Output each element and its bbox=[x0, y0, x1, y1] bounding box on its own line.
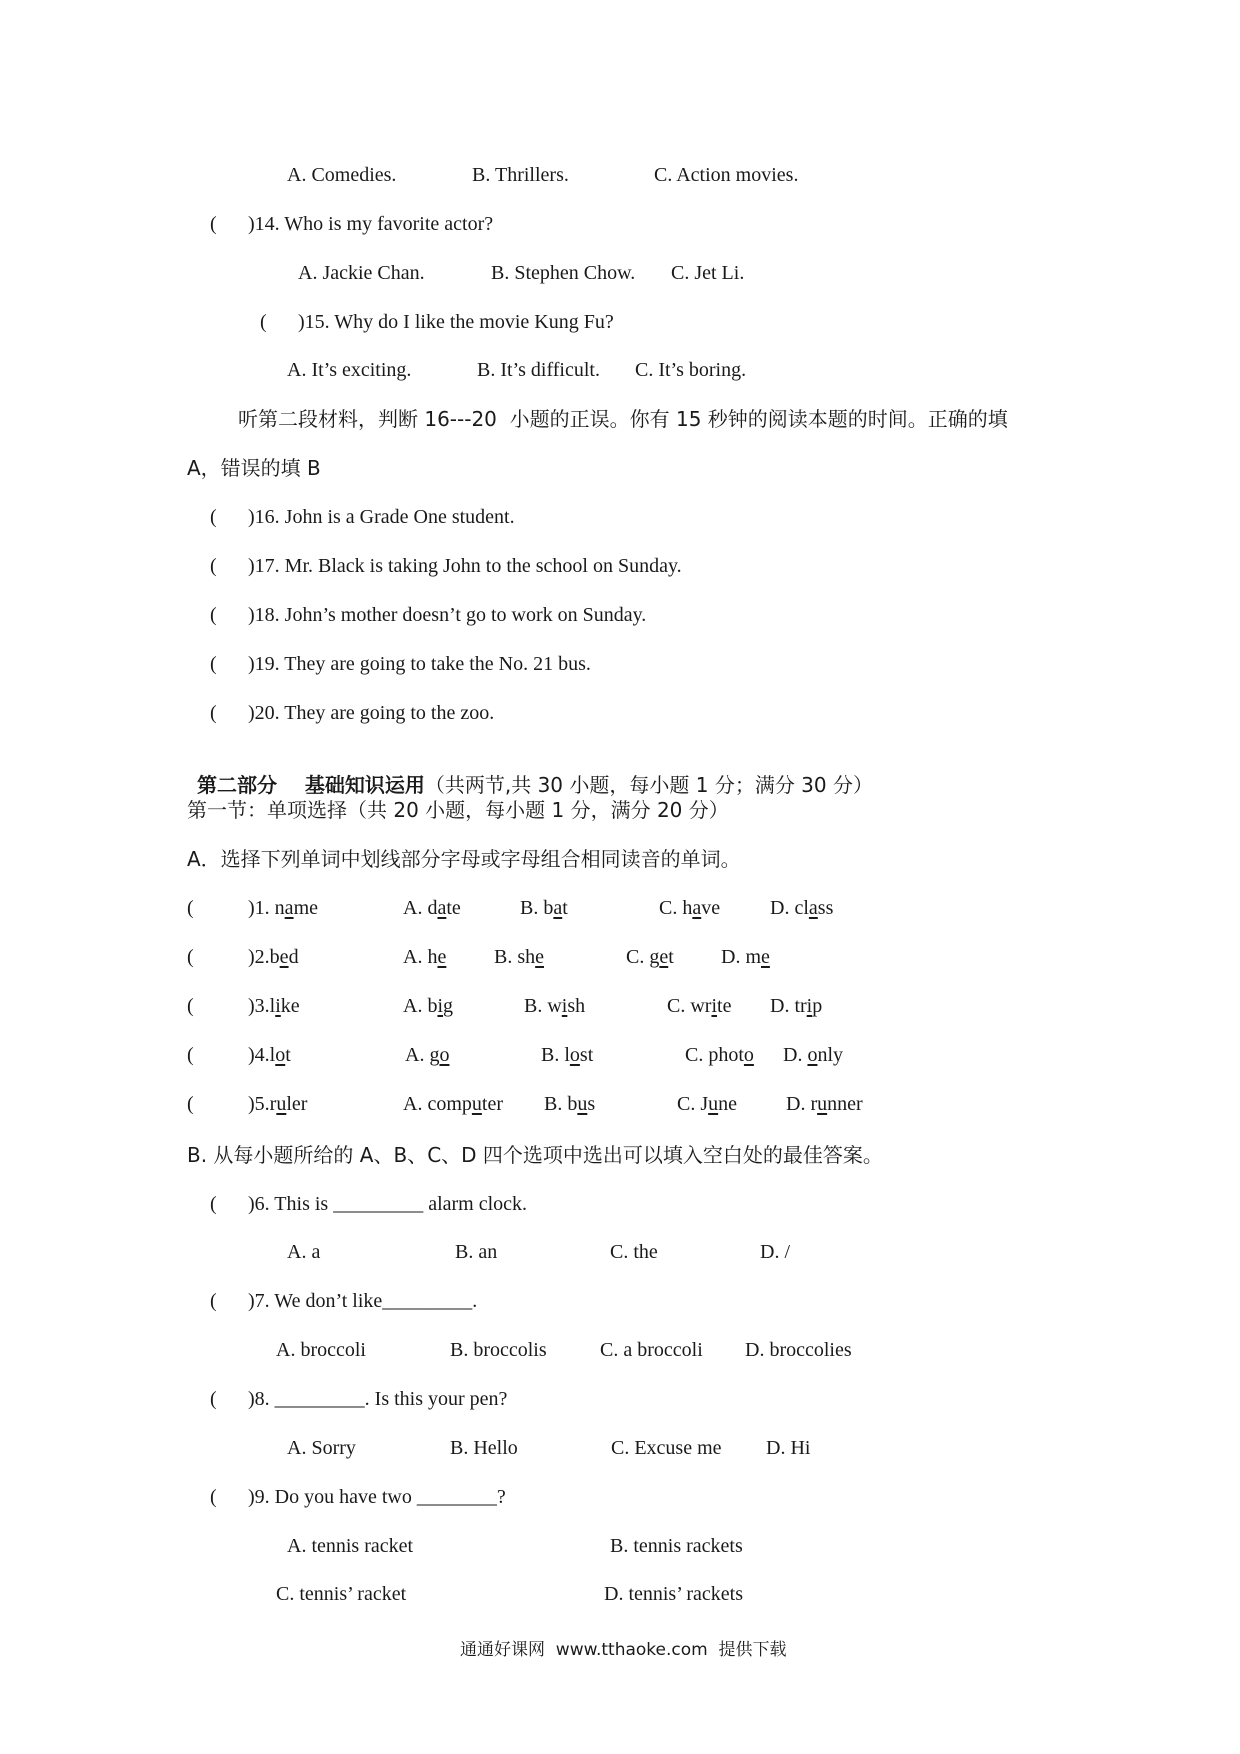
option-underlined-letters: o bbox=[569, 1044, 580, 1066]
part-a-instruction: A．选择下列单词中划线部分字母或字母组合相同读音的单词。 bbox=[187, 847, 741, 871]
option-underlined-letters: e bbox=[761, 946, 770, 968]
option-suffix: t bbox=[562, 897, 568, 919]
option-prefix: A. comp bbox=[403, 1093, 472, 1115]
q6-option-d: D. / bbox=[760, 1241, 790, 1263]
option-prefix: C. g bbox=[626, 946, 660, 968]
option-prefix: A. d bbox=[403, 897, 438, 919]
q5-option-b bbox=[544, 1092, 595, 1116]
q3-word-prefix: l bbox=[269, 995, 276, 1017]
q1-word-suffix: me bbox=[293, 897, 318, 919]
option-prefix: D. bbox=[783, 1044, 808, 1066]
q18-answer-paren: ( bbox=[210, 604, 217, 626]
q2-answer-paren: ( bbox=[187, 946, 194, 968]
q2-option-d bbox=[721, 945, 770, 969]
q9-stem: )9. Do you have two ________? bbox=[248, 1486, 506, 1508]
option-suffix: ne bbox=[718, 1093, 738, 1115]
section2-heading bbox=[187, 749, 873, 798]
q4-word-underlined: o bbox=[275, 1044, 286, 1066]
option-prefix: B. sh bbox=[494, 946, 536, 968]
option-underlined-letters: u bbox=[471, 1093, 482, 1115]
q6-option-a: A. a bbox=[287, 1241, 321, 1263]
q3-word-underlined: i bbox=[275, 995, 281, 1017]
option-prefix: A. g bbox=[405, 1044, 440, 1066]
option-underlined-letters: i bbox=[806, 995, 813, 1017]
q3-option-b bbox=[524, 994, 585, 1018]
q15-answer-paren: ( bbox=[260, 311, 267, 333]
option-suffix: ter bbox=[481, 1093, 503, 1115]
q3-word-suffix: ke bbox=[280, 995, 300, 1017]
q7-stem: )7. We don’t like_________. bbox=[248, 1290, 478, 1312]
option-underlined-letters: o bbox=[743, 1044, 754, 1066]
q8-option-c: C. Excuse me bbox=[611, 1437, 722, 1459]
q17-statement: )17. Mr. Black is taking John to the school on Sunday. bbox=[248, 555, 682, 577]
q3-answer-paren: ( bbox=[187, 995, 194, 1017]
q5-answer-paren: ( bbox=[187, 1093, 194, 1115]
q13-option-c: C. Action movies. bbox=[654, 164, 799, 186]
option-suffix: g bbox=[443, 995, 454, 1017]
q6-option-c: C. the bbox=[610, 1241, 658, 1263]
q9-option-d: D. tennis’ rackets bbox=[604, 1583, 744, 1605]
q6-option-b: B. an bbox=[455, 1241, 498, 1263]
option-prefix: D. cl bbox=[770, 897, 809, 919]
q3-target-word bbox=[248, 994, 300, 1018]
q9-option-b: B. tennis rackets bbox=[610, 1535, 743, 1557]
option-prefix: C. h bbox=[659, 897, 693, 919]
q3-option-d bbox=[770, 994, 822, 1018]
q7-option-b: B. broccolis bbox=[450, 1339, 547, 1361]
q7-option-d: D. broccolies bbox=[745, 1339, 852, 1361]
q1-option-c bbox=[659, 896, 720, 920]
q15-option-a: A. It’s exciting. bbox=[287, 359, 412, 381]
q1-target-word bbox=[248, 896, 318, 920]
option-underlined-letters: i bbox=[561, 995, 568, 1017]
option-underlined-letters: a bbox=[553, 897, 563, 919]
q2-option-c bbox=[626, 945, 674, 969]
option-prefix: C. J bbox=[677, 1093, 709, 1115]
q1-word-underlined: a bbox=[284, 897, 294, 919]
q1-word-prefix: n bbox=[274, 897, 285, 919]
q1-option-a bbox=[403, 896, 461, 920]
option-suffix: sh bbox=[567, 995, 586, 1017]
footer-source: 通通好课网 www.tthaoke.com 提供下载 bbox=[460, 1640, 787, 1660]
q16-statement: )16. John is a Grade One student. bbox=[248, 506, 515, 528]
option-prefix: A. b bbox=[403, 995, 438, 1017]
option-prefix: B. b bbox=[544, 1093, 578, 1115]
option-underlined-letters: u bbox=[577, 1093, 588, 1115]
q14-stem: )14. Who is my favorite actor? bbox=[248, 213, 494, 235]
section2-heading-scoring: （共两节,共 30 小题，每小题 1 分；满分 30 分） bbox=[424, 773, 873, 797]
option-underlined-letters: i bbox=[711, 995, 718, 1017]
q9-option-c: C. tennis’ racket bbox=[276, 1583, 407, 1605]
q9-option-a: A. tennis racket bbox=[287, 1535, 414, 1557]
q1-number: )1. bbox=[248, 897, 275, 919]
option-suffix: nner bbox=[827, 1093, 863, 1115]
q15-stem: )15. Why do I like the movie Kung Fu? bbox=[298, 311, 614, 333]
q4-option-d bbox=[783, 1043, 843, 1067]
q4-target-word bbox=[248, 1043, 291, 1067]
q8-option-a: A. Sorry bbox=[287, 1437, 356, 1459]
option-suffix: ve bbox=[701, 897, 721, 919]
q14-option-c: C. Jet Li. bbox=[671, 262, 745, 284]
q5-word-prefix: r bbox=[269, 1093, 277, 1115]
q2-option-a bbox=[403, 945, 446, 969]
q20-answer-paren: ( bbox=[210, 702, 217, 724]
q2-word-suffix: d bbox=[288, 946, 299, 968]
q7-option-a: A. broccoli bbox=[276, 1339, 366, 1361]
q1-answer-paren: ( bbox=[187, 897, 194, 919]
q2-number: )2. bbox=[248, 946, 270, 968]
q14-option-b: B. Stephen Chow. bbox=[491, 262, 636, 284]
q5-target-word bbox=[248, 1092, 307, 1116]
q14-answer-paren: ( bbox=[210, 213, 217, 235]
q17-answer-paren: ( bbox=[210, 555, 217, 577]
option-underlined-letters: e bbox=[437, 946, 447, 968]
q19-answer-paren: ( bbox=[210, 653, 217, 675]
q6-answer-paren: ( bbox=[210, 1193, 217, 1215]
q8-stem: )8. _________. Is this your pen? bbox=[248, 1388, 508, 1410]
q5-option-a bbox=[403, 1092, 503, 1116]
q15-option-b: B. It’s difficult. bbox=[477, 359, 600, 381]
option-underlined-letters: e bbox=[659, 946, 669, 968]
q15-option-c: C. It’s boring. bbox=[635, 359, 747, 381]
q4-option-c bbox=[685, 1043, 754, 1067]
q20-statement: )20. They are going to the zoo. bbox=[248, 702, 495, 724]
option-prefix: D. r bbox=[786, 1093, 818, 1115]
q16-answer-paren: ( bbox=[210, 506, 217, 528]
option-prefix: B. l bbox=[541, 1044, 570, 1066]
q4-answer-paren: ( bbox=[187, 1044, 194, 1066]
option-prefix: C. phot bbox=[685, 1044, 744, 1066]
q3-option-c bbox=[667, 994, 731, 1018]
option-suffix: nly bbox=[817, 1044, 844, 1066]
option-prefix: D. m bbox=[721, 946, 761, 968]
option-underlined-letters: o bbox=[807, 1044, 818, 1066]
option-suffix: te bbox=[446, 897, 461, 919]
q19-statement: )19. They are going to take the No. 21 bus. bbox=[248, 653, 591, 675]
option-prefix: B. b bbox=[520, 897, 554, 919]
q13-option-a: A. Comedies. bbox=[287, 164, 397, 186]
q5-option-c bbox=[677, 1092, 737, 1116]
option-prefix: A. h bbox=[403, 946, 438, 968]
q3-number: )3. bbox=[248, 995, 270, 1017]
option-suffix: t bbox=[668, 946, 674, 968]
q1-option-b bbox=[520, 896, 568, 920]
q2-target-word bbox=[248, 945, 299, 969]
option-underlined-letters: a bbox=[437, 897, 447, 919]
q9-answer-paren: ( bbox=[210, 1486, 217, 1508]
q2-word-prefix: b bbox=[269, 946, 280, 968]
q2-option-b bbox=[494, 945, 544, 969]
q2-word-underlined: e bbox=[279, 946, 289, 968]
q4-option-b bbox=[541, 1043, 593, 1067]
q5-number: )5. bbox=[248, 1093, 270, 1115]
option-suffix: ss bbox=[817, 897, 834, 919]
option-suffix: st bbox=[579, 1044, 594, 1066]
option-underlined-letters: i bbox=[437, 995, 444, 1017]
q8-answer-paren: ( bbox=[210, 1388, 217, 1410]
section2-heading-title: 第二部分 基础知识运用 bbox=[197, 773, 425, 797]
option-suffix: te bbox=[717, 995, 732, 1017]
option-suffix: s bbox=[587, 1093, 596, 1115]
q7-option-c: C. a broccoli bbox=[600, 1339, 703, 1361]
q5-word-suffix: ler bbox=[286, 1093, 308, 1115]
listening-part2-instruction: 听第二段材料，判断 16---20 小题的正误。你有 15 秒钟的阅读本题的时间。正确的填 bbox=[238, 407, 1008, 431]
option-underlined-letters: a bbox=[808, 897, 818, 919]
q7-answer-paren: ( bbox=[210, 1290, 217, 1312]
option-suffix: p bbox=[812, 995, 823, 1017]
option-underlined-letters: u bbox=[817, 1093, 828, 1115]
q4-word-prefix: l bbox=[269, 1044, 276, 1066]
q4-word-suffix: t bbox=[285, 1044, 291, 1066]
q18-statement: )18. John’s mother doesn’t go to work on Sunday. bbox=[248, 604, 647, 626]
option-underlined-letters: u bbox=[708, 1093, 719, 1115]
option-underlined-letters: o bbox=[439, 1044, 450, 1066]
q1-option-d bbox=[770, 896, 833, 920]
subsection1-heading: 第一节：单项选择（共 20 小题，每小题 1 分，满分 20 分） bbox=[187, 798, 729, 822]
q8-option-b: B. Hello bbox=[450, 1437, 518, 1459]
option-underlined-letters: e bbox=[535, 946, 545, 968]
part-b-instruction: B. 从每小题所给的 A、B、C、D 四个选项中选出可以填入空白处的最佳答案。 bbox=[187, 1143, 883, 1167]
q6-stem: )6. This is _________ alarm clock. bbox=[248, 1193, 528, 1215]
q4-number: )4. bbox=[248, 1044, 270, 1066]
listening-part2-instruction-cont: A，错误的填 B bbox=[187, 456, 321, 480]
q5-option-d bbox=[786, 1092, 863, 1116]
option-underlined-letters: a bbox=[692, 897, 702, 919]
q13-option-b: B. Thrillers. bbox=[472, 164, 569, 186]
q3-option-a bbox=[403, 994, 453, 1018]
q4-option-a bbox=[405, 1043, 449, 1067]
q5-word-underlined: u bbox=[276, 1093, 287, 1115]
q8-option-d: D. Hi bbox=[766, 1437, 811, 1459]
option-prefix: B. w bbox=[524, 995, 562, 1017]
option-prefix: D. tr bbox=[770, 995, 807, 1017]
q14-option-a: A. Jackie Chan. bbox=[298, 262, 425, 284]
option-prefix: C. wr bbox=[667, 995, 712, 1017]
